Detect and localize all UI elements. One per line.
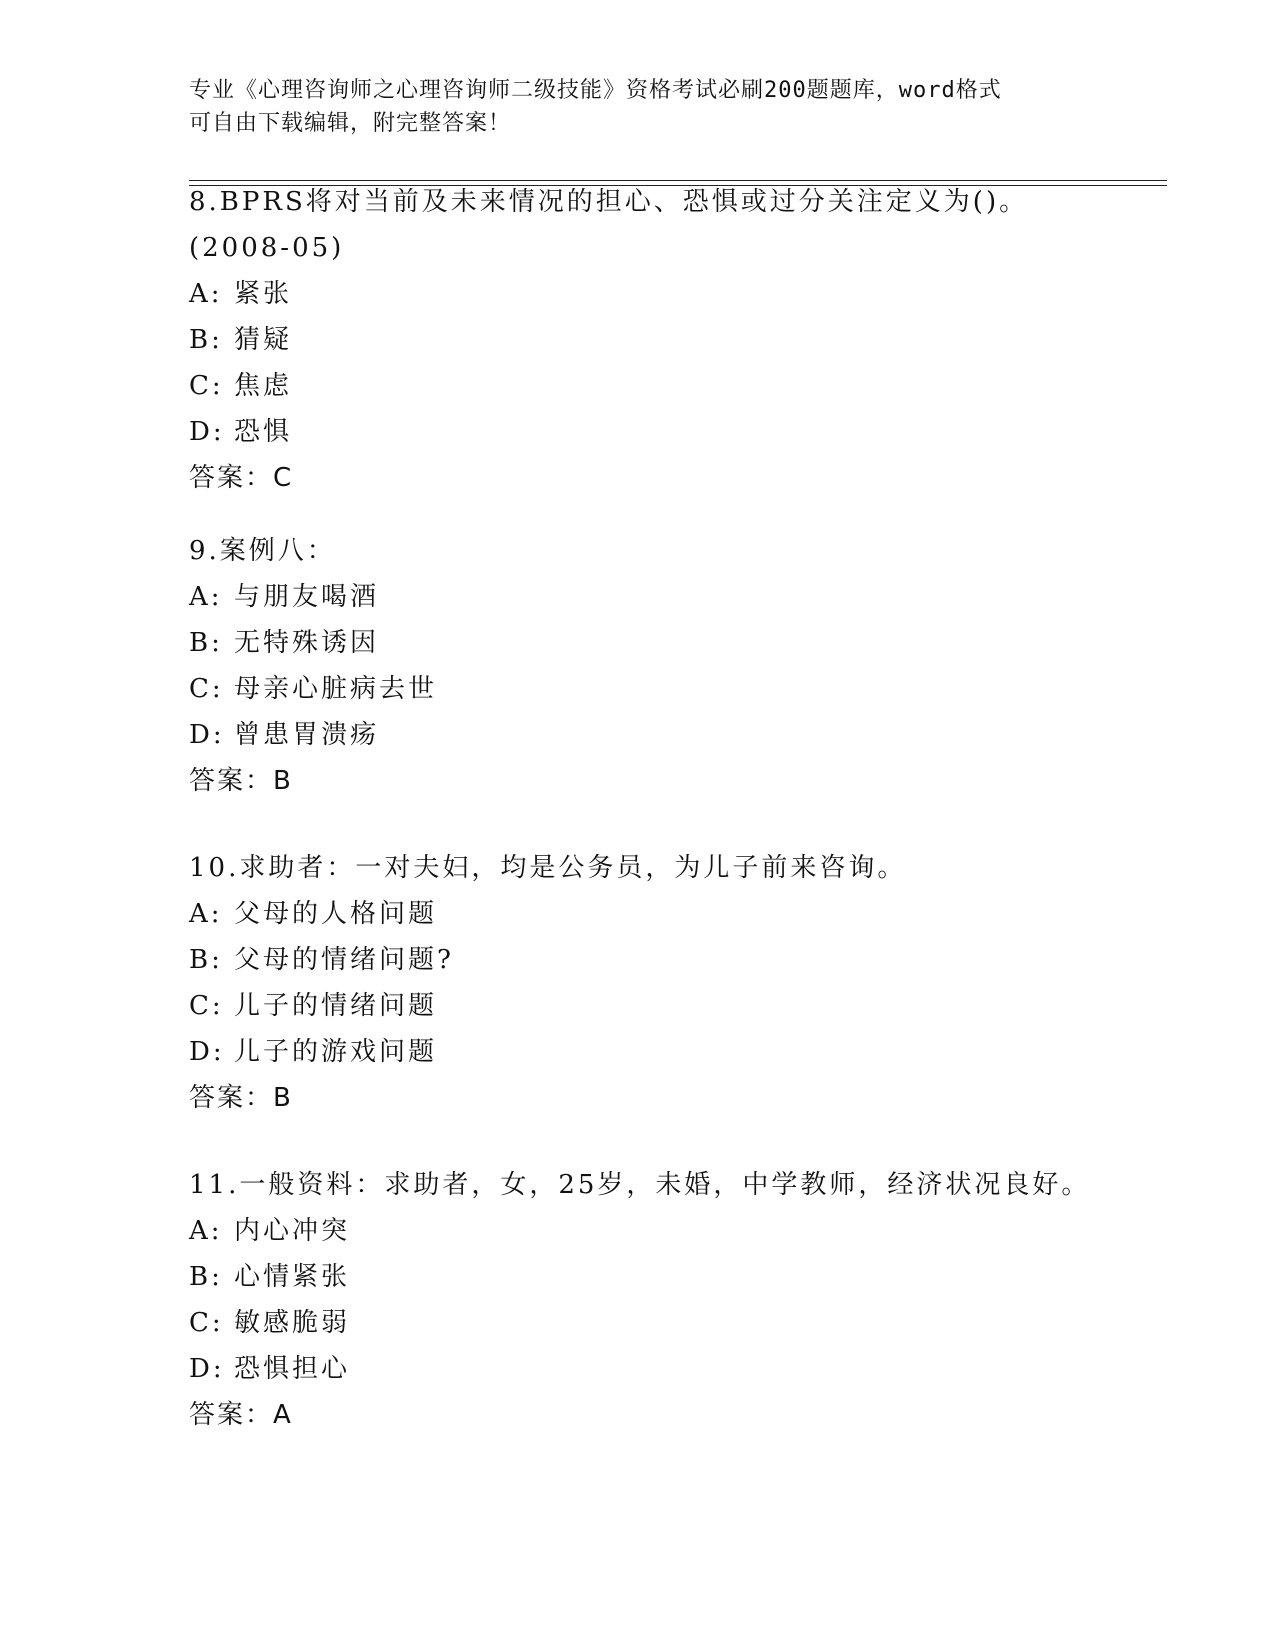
option-text: 儿子的游戏问题	[234, 1037, 438, 1067]
option-text: 心情紧张	[234, 1262, 351, 1292]
option-letter: B:	[189, 628, 223, 658]
answer: 答案：B	[189, 1083, 293, 1113]
option-a	[189, 271, 1149, 317]
option-letter: C:	[189, 1308, 224, 1338]
option-letter: B:	[189, 1262, 223, 1292]
option-c	[189, 363, 1149, 409]
option-c	[189, 666, 1149, 712]
option-d	[189, 1346, 1149, 1392]
question-9	[189, 528, 1149, 804]
option-d	[189, 1029, 1149, 1075]
option-letter: B:	[189, 945, 223, 975]
answer: 答案：A	[189, 1400, 293, 1430]
option-b	[189, 620, 1149, 666]
document-header	[189, 74, 1089, 140]
question-8	[189, 179, 1149, 501]
option-text: 母亲心脏病去世	[234, 674, 438, 704]
option-a	[189, 1208, 1149, 1254]
question-stem: 10.求助者：一对夫妇，均是公务员，为儿子前来咨询。	[189, 853, 907, 883]
option-text: 父母的情绪问题?	[234, 945, 454, 975]
option-text: 敏感脆弱	[234, 1308, 351, 1338]
option-letter: D:	[189, 1354, 225, 1384]
option-a	[189, 891, 1149, 937]
option-text: 儿子的情绪问题	[234, 991, 438, 1021]
option-letter: C:	[189, 991, 224, 1021]
option-text: 曾患胃溃疡	[234, 720, 380, 750]
option-letter: A:	[189, 582, 223, 612]
option-letter: D:	[189, 1037, 225, 1067]
question-stem: 11.一般资料：求助者，女，25岁，未婚，中学教师，经济状况良好。	[189, 1170, 1091, 1200]
option-letter: A:	[189, 279, 223, 309]
option-letter: C:	[189, 674, 224, 704]
option-text: 恐惧	[234, 417, 293, 447]
question-10	[189, 845, 1149, 1121]
option-b	[189, 317, 1149, 363]
question-stem-date: (2008-05)	[189, 233, 345, 263]
option-a	[189, 574, 1149, 620]
option-letter: A:	[189, 1216, 223, 1246]
option-text: 紧张	[234, 279, 293, 309]
answer: 答案：C	[189, 463, 294, 493]
option-d	[189, 712, 1149, 758]
option-text: 与朋友喝酒	[234, 582, 380, 612]
option-text: 父母的人格问题	[234, 899, 438, 929]
question-11	[189, 1162, 1149, 1438]
option-letter: C:	[189, 371, 224, 401]
answer: 答案：B	[189, 766, 293, 796]
option-letter: D:	[189, 720, 225, 750]
option-letter: B:	[189, 325, 223, 355]
option-d	[189, 409, 1149, 455]
option-c	[189, 1300, 1149, 1346]
option-text: 焦虑	[234, 371, 293, 401]
header-line-2: 可自由下载编辑，附完整答案！	[189, 111, 512, 136]
question-stem: 8.BPRS将对当前及未来情况的担心、恐惧或过分关注定义为()。	[189, 187, 1029, 217]
option-text: 恐惧担心	[234, 1354, 351, 1384]
option-letter: D:	[189, 417, 225, 447]
header-line-1: 专业《心理咨询师之心理咨询师二级技能》资格考试必刷200题题库，word格式	[189, 78, 1002, 103]
option-text: 猜疑	[234, 325, 293, 355]
option-text: 无特殊诱因	[234, 628, 380, 658]
question-stem: 9.案例八：	[189, 536, 336, 566]
option-b	[189, 937, 1149, 983]
option-c	[189, 983, 1149, 1029]
option-text: 内心冲突	[234, 1216, 351, 1246]
option-b	[189, 1254, 1149, 1300]
option-letter: A:	[189, 899, 223, 929]
